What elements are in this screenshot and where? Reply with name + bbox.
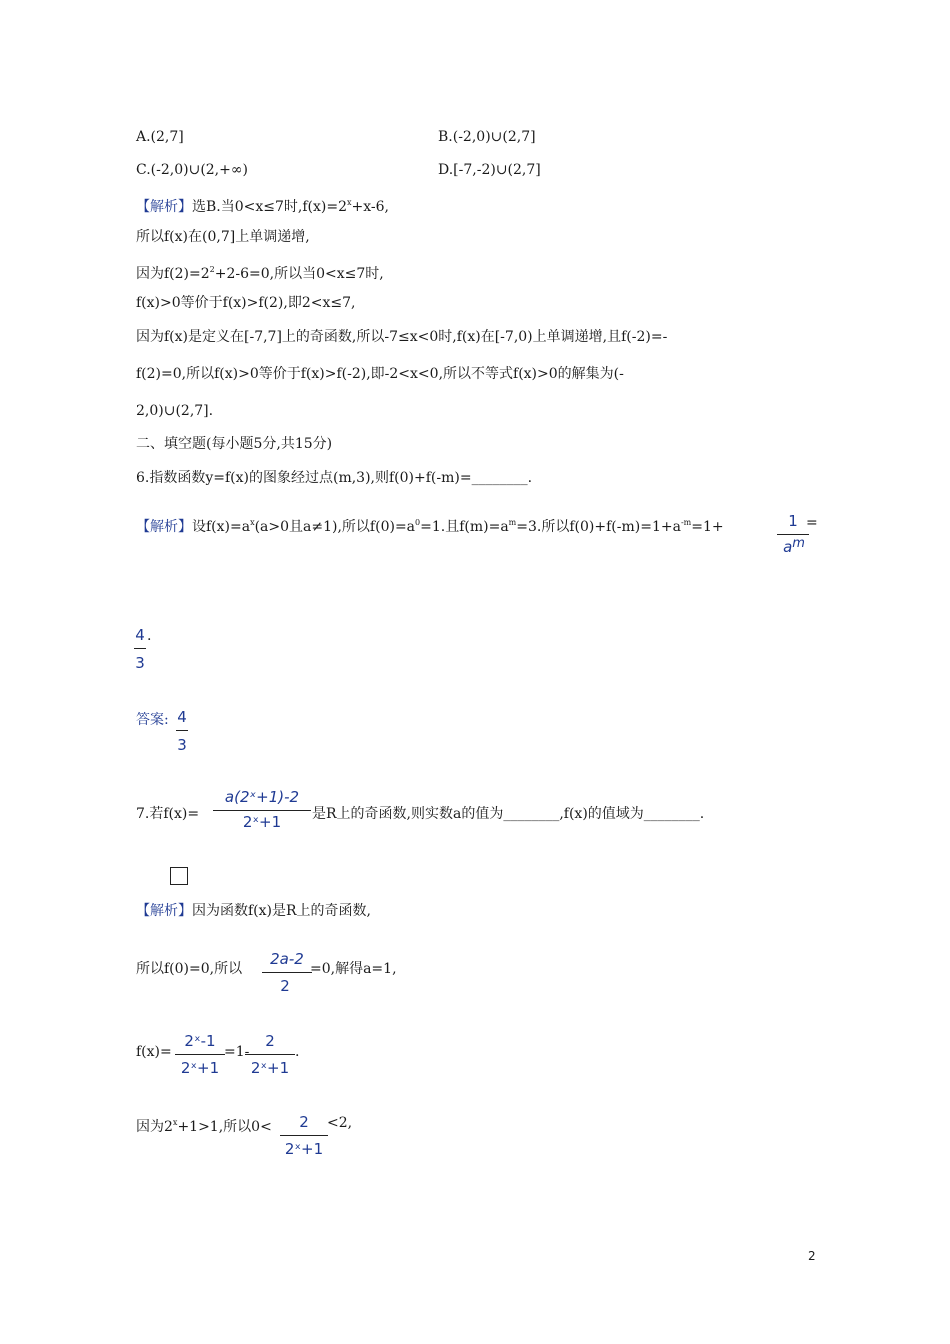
q5-solution-line4: f(x)>0等价于f(x)>f(2),即2<x≤7, (136, 295, 356, 311)
q7-solution-line2-suffix: =0,解得a=1, (310, 961, 397, 977)
q6-question: 6.指数函数y=f(x)的图象经过点(m,3),则f(0)+f(-m)=________. (136, 470, 533, 486)
q6-solution: 【解析】设$f(x)=a^x(a>0$且a≠1),所以$f(0)=a^0=1$.且$f(m)=a^m=3$.所以$f(0)+f(-m)=1+a^{-m}=1+$ (136, 518, 724, 535)
option-a: A.(2,7] (136, 129, 184, 145)
solution-tag: 【解析】 (136, 199, 192, 215)
q7-question-suffix: 是R上的奇函数,则实数a的值为________,f(x)的值域为________. (312, 806, 705, 822)
solution-tag: 【解析】 (136, 903, 192, 919)
option-b: B.(-2,0)∪(2,7] (438, 129, 536, 145)
placeholder-box (170, 867, 188, 885)
q7-solution-line3-mid: =1- (224, 1044, 250, 1060)
q7-solution-line4: 因为$2^x+1>1$,所以0< (136, 1118, 272, 1135)
q7-solution-line3-prefix: f(x)= (136, 1044, 172, 1060)
q5-solution-line1: 【解析】选B.当0<x≤7时$,f(x)=2^x+x-6$, (136, 198, 389, 215)
q6-answer-label: 答案: (136, 712, 169, 728)
q7-solution-line1: 【解析】因为函数f(x)是R上的奇函数, (136, 903, 371, 919)
q5-solution-line5: 因为f(x)是定义在[-7,7]上的奇函数,所以-7≤x<0时,f(x)在[-7,0)上单调递增,且f(-2)=- (136, 329, 668, 345)
q5-solution-line6: f(2)=0,所以f(x)>0等价于f(x)>f(-2),即-2<x<0,所以不等式f(x)>0的解集为(- (136, 366, 624, 382)
q7-solution-line2-prefix: 所以f(0)=0,所以 (136, 961, 243, 977)
section-heading: 二、填空题(每小题5分,共15分) (136, 436, 333, 452)
q7-question-prefix: 7.若f(x)= (136, 806, 200, 822)
q7-solution-line4-suffix: <2, (327, 1115, 353, 1131)
q6-equals: = (806, 515, 818, 531)
solution-tag: 【解析】 (136, 519, 192, 535)
q6-period: . (147, 628, 152, 644)
page-number: 2 (808, 1249, 816, 1263)
q5-solution-line3: 因为$f(2)=2^2+2-6=0$,所以当0<x≤7时, (136, 265, 384, 282)
option-c: C.(-2,0)∪(2,+∞) (136, 162, 248, 178)
option-d: D.[-7,-2)∪(2,7] (438, 162, 541, 178)
q7-solution-line3-suffix: . (295, 1044, 300, 1060)
q5-solution-line2: 所以f(x)在(0,7]上单调递增, (136, 229, 310, 245)
q5-solution-line7: 2,0)∪(2,7]. (136, 403, 214, 419)
